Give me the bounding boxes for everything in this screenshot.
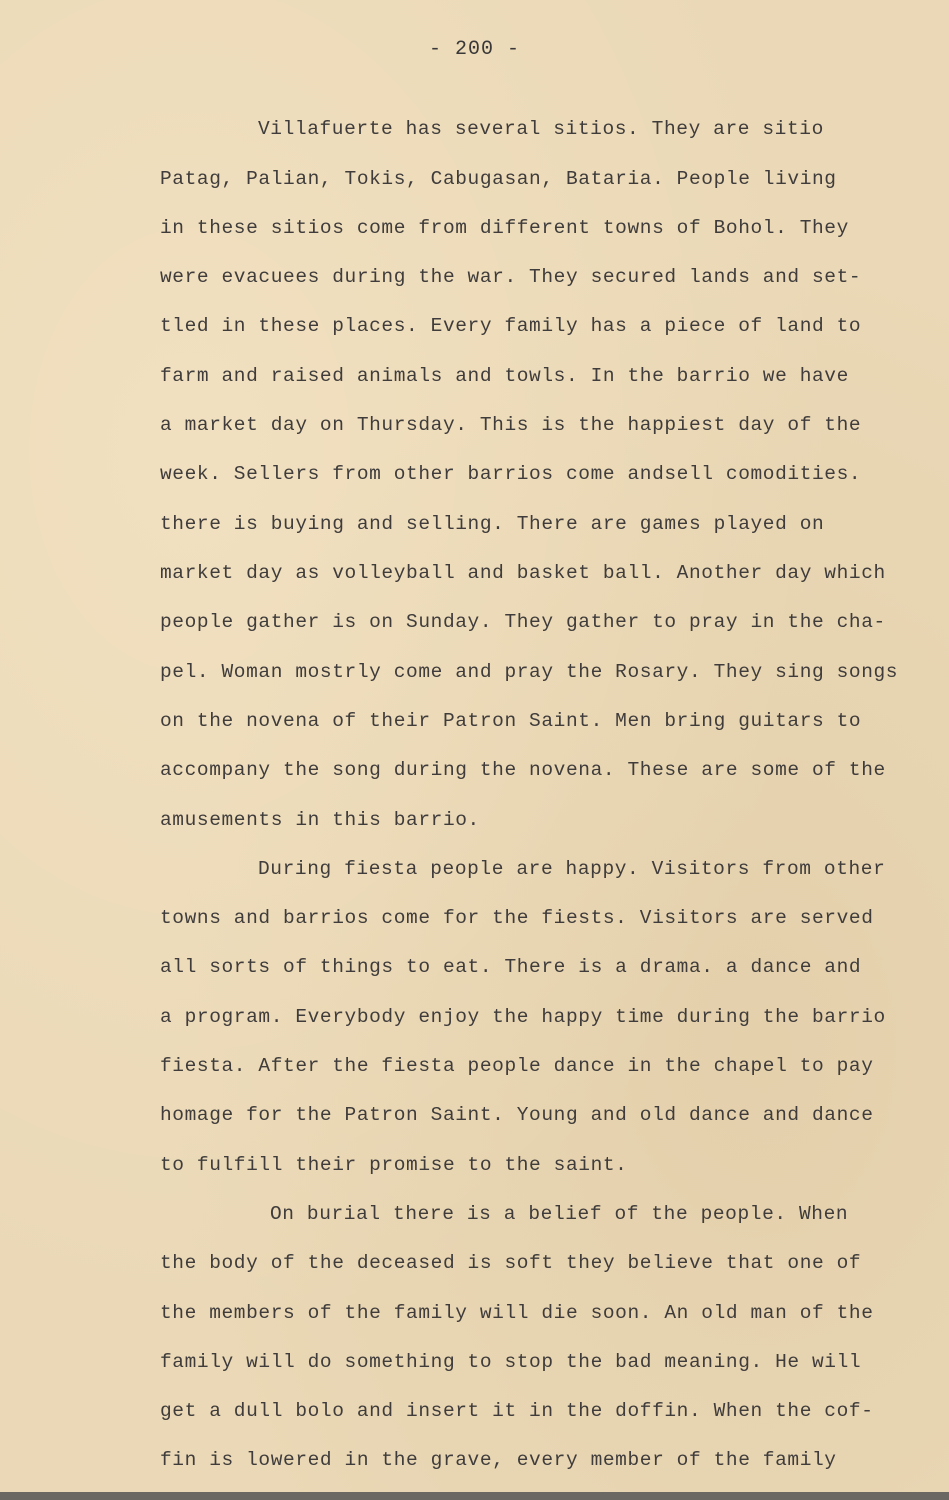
text-line: accompany the song during the novena. These are some of the <box>160 759 886 781</box>
text-line: During fiesta people are happy. Visitors from other <box>258 858 886 880</box>
text-line: on the novena of their Patron Saint. Men bring guitars to <box>160 710 862 732</box>
text-line: Patag, Palian, Tokis, Cabugasan, Bataria. People living <box>160 168 837 190</box>
text-line: all sorts of things to eat. There is a drama. a dance and <box>160 956 862 978</box>
text-line: family will do something to stop the bad meaning. He will <box>160 1351 862 1373</box>
text-line: On burial there is a belief of the people. When <box>270 1203 849 1225</box>
text-line: pel. Woman mostrly come and pray the Rosary. They sing songs <box>160 661 899 683</box>
text-line: there is buying and selling. There are games played on <box>160 513 825 535</box>
text-line: fiesta. After the fiesta people dance in the chapel to pay <box>160 1055 874 1077</box>
text-line: people gather is on Sunday. They gather to pray in the cha- <box>160 611 886 633</box>
page-number: - 200 - <box>428 38 520 61</box>
text-line: the members of the family will die soon. An old man of the <box>160 1302 874 1324</box>
text-line: a market day on Thursday. This is the happiest day of the <box>160 414 862 436</box>
text-line: fin is lowered in the grave, every member of the family <box>160 1449 837 1471</box>
text-line: week. Sellers from other barrios come andsell comodities. <box>160 463 862 485</box>
text-line: farm and raised animals and towls. In the barrio we have <box>160 365 849 387</box>
text-line: get a dull bolo and insert it in the doffin. When the cof- <box>160 1400 874 1422</box>
text-line: to fulfill their promise to the saint. <box>160 1154 628 1176</box>
page-bottom-edge <box>0 1492 949 1500</box>
text-line: homage for the Patron Saint. Young and old dance and dance <box>160 1104 874 1126</box>
text-line: market day as volleyball and basket ball. Another day which <box>160 562 886 584</box>
text-line: amusements in this barrio. <box>160 809 480 831</box>
text-line: Villafuerte has several sitios. They are sitio <box>258 118 824 140</box>
text-line: a program. Everybody enjoy the happy time during the barrio <box>160 1006 886 1028</box>
text-line: in these sitios come from different towns of Bohol. They <box>160 217 849 239</box>
text-line: tled in these places. Every family has a piece of land to <box>160 315 862 337</box>
text-line: were evacuees during the war. They secured lands and set- <box>160 266 862 288</box>
text-line: the body of the deceased is soft they believe that one of <box>160 1252 862 1274</box>
text-line: towns and barrios come for the fiests. Visitors are served <box>160 907 874 929</box>
